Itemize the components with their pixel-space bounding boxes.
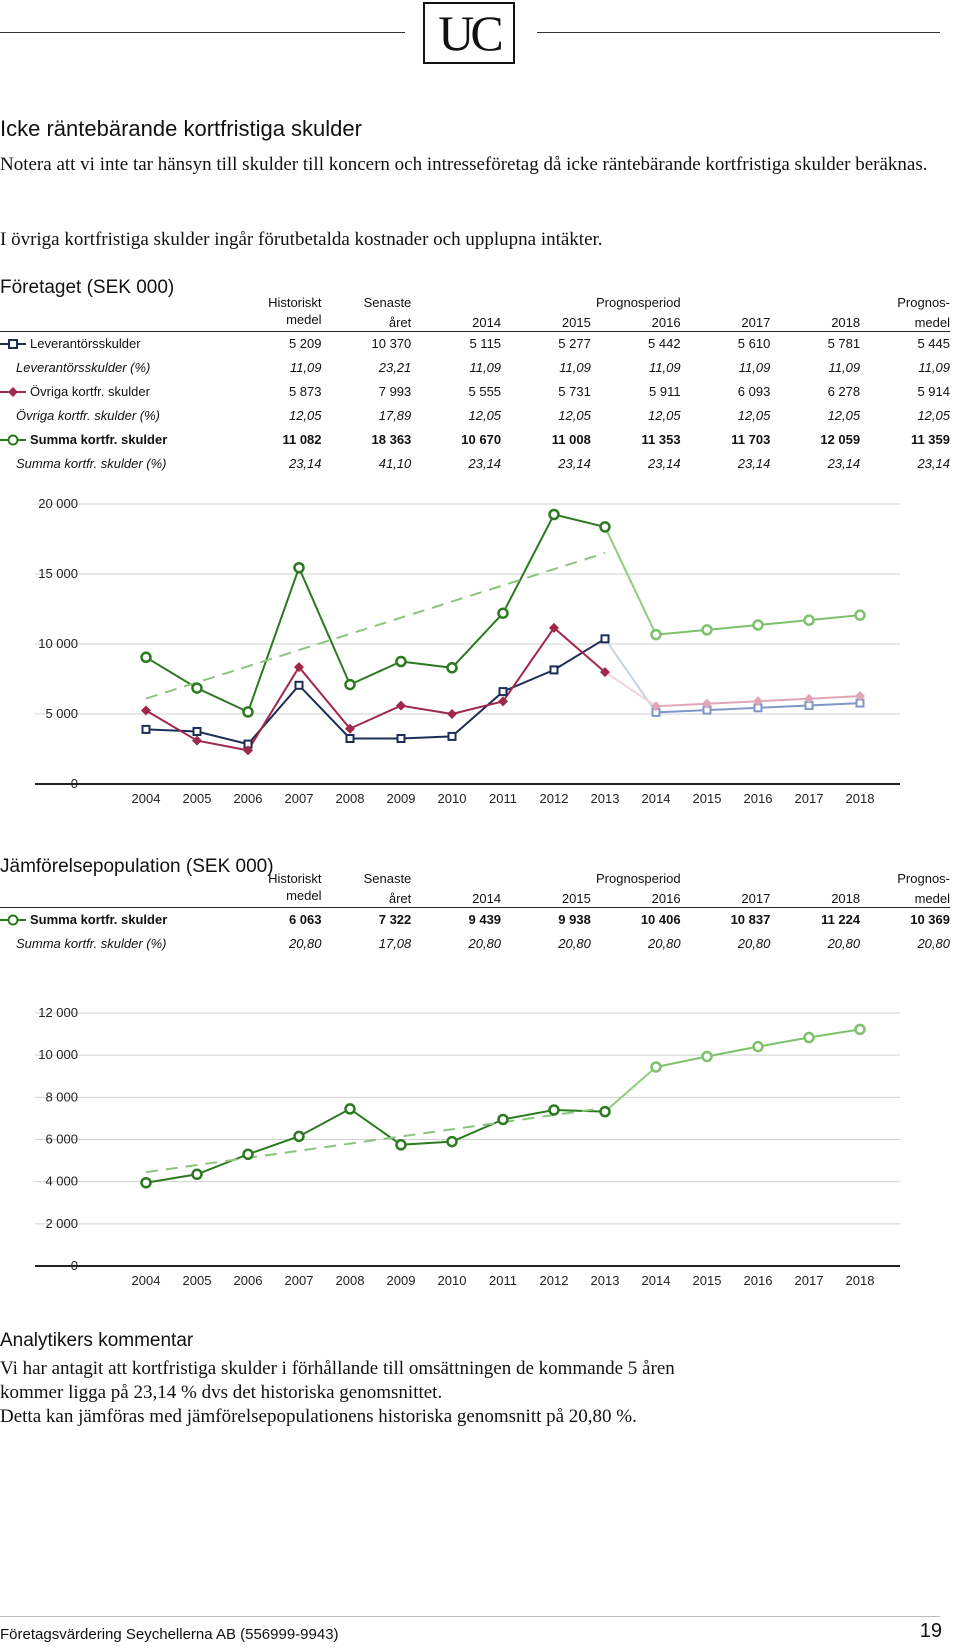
table-row: Leverantörsskulder (%) 11,09 23,21 11,09 11,09 11,09 11,09 11,09 11,09 xyxy=(16,359,950,375)
legend-diamond-marker-icon xyxy=(0,386,26,398)
population-table-title: Jämförelsepopulation (SEK 000) xyxy=(0,856,274,877)
x-tick-label: 2016 xyxy=(743,1273,773,1288)
x-tick-label: 2014 xyxy=(641,1273,671,1288)
y-tick-label: 10 000 xyxy=(38,1047,78,1063)
analyst-comment-line: Detta kan jämföras med jämförelsepopulationens historiska genomsnitt på 20,80 %. xyxy=(0,1406,637,1427)
data-point-sum xyxy=(142,1178,151,1187)
data-point-sum xyxy=(754,1042,763,1051)
col-hist-top: Historiskt xyxy=(268,295,322,310)
x-tick-label: 2017 xyxy=(794,1273,824,1288)
x-tick-label: 2009 xyxy=(386,791,416,806)
table-row: Leverantörsskulder 5 209 10 370 5 115 5 277 5 442 5 610 5 781 5 445 xyxy=(0,332,950,355)
section-title: Icke räntebärande kortfristiga skulder xyxy=(0,116,362,141)
y-tick-label: 4 000 xyxy=(45,1173,78,1189)
data-point-lev xyxy=(296,682,303,689)
data-point-sum xyxy=(346,1104,355,1113)
company-table-header-top xyxy=(0,294,950,311)
trend-line xyxy=(146,1108,605,1172)
data-point-lev xyxy=(449,733,456,740)
data-point-sum xyxy=(856,611,865,620)
x-tick-label: 2012 xyxy=(539,1273,569,1288)
data-point-sum xyxy=(652,630,661,639)
y-tick-label: 15 000 xyxy=(38,566,78,581)
table-row: Övriga kortfr. skulder (%) 12,05 17,89 12,05 12,05 12,05 12,05 12,05 12,05 xyxy=(16,407,950,423)
table-row: Summa kortfr. skulder 11 082 18 363 10 670 11 008 11 353 11 703 12 059 11 359 xyxy=(0,428,950,450)
col-prog-bottom: medel xyxy=(914,315,950,330)
data-point-sum xyxy=(397,657,406,666)
x-tick-label: 2017 xyxy=(794,791,824,806)
x-tick-label: 2011 xyxy=(489,791,517,806)
col-year: 2014 xyxy=(472,315,502,330)
data-point-sum xyxy=(499,609,508,618)
population-table xyxy=(0,870,950,956)
header-rule-left xyxy=(0,32,405,33)
x-tick-label: 2004 xyxy=(131,1273,161,1288)
data-point-lev xyxy=(398,735,405,742)
footer-company: Företagsvärdering Seychellerna AB (556999-9943) xyxy=(0,1626,339,1643)
col-year: 2016 xyxy=(651,315,681,330)
x-tick-label: 2009 xyxy=(386,1273,416,1288)
note-paragraph: Notera att vi inte tar hänsyn till skulder till koncern och intresseföretag då icke räntebärande kortfristiga skulder beräknas. xyxy=(0,154,928,175)
series-line-sum xyxy=(146,515,605,712)
data-point-sum xyxy=(601,522,610,531)
population-table-header-bottom: medel året 2014 2015 2016 2017 2018 medel xyxy=(0,887,950,908)
x-tick-label: 2018 xyxy=(845,1273,875,1288)
x-tick-label: 2007 xyxy=(284,1273,314,1288)
table-row: Summa kortfr. skulder (%) 20,80 17,08 20,80 20,80 20,80 20,80 20,80 20,80 xyxy=(16,935,950,951)
data-point-sum xyxy=(448,663,457,672)
data-point-sum xyxy=(499,1115,508,1124)
x-tick-label: 2015 xyxy=(692,791,722,806)
data-point-sum xyxy=(550,1105,559,1114)
col-year: 2015 xyxy=(561,315,591,330)
series-line-sum xyxy=(146,1109,605,1183)
data-point-sum xyxy=(346,680,355,689)
data-point-lev xyxy=(194,728,201,735)
data-point-sum xyxy=(193,1170,202,1179)
data-point-sum xyxy=(856,1025,865,1034)
data-point-sum xyxy=(193,684,202,693)
series-link-sum xyxy=(605,1067,656,1112)
data-point-sum xyxy=(397,1140,406,1149)
uc-logo: UC xyxy=(423,2,515,64)
x-tick-label: 2008 xyxy=(335,1273,365,1288)
company-debt-chart xyxy=(0,496,960,825)
company-table-title: Företaget (SEK 000) xyxy=(0,277,175,298)
y-tick-label: 2 000 xyxy=(45,1215,78,1231)
y-tick-label: 20 000 xyxy=(38,496,78,511)
y-tick-label: 8 000 xyxy=(45,1089,78,1105)
x-tick-label: 2013 xyxy=(590,791,620,806)
data-point-sum xyxy=(703,625,712,634)
x-tick-label: 2005 xyxy=(182,1273,212,1288)
x-tick-label: 2016 xyxy=(743,791,773,806)
data-point-sum xyxy=(244,1150,253,1159)
y-tick-label: 0 xyxy=(70,1258,78,1273)
data-point-sum xyxy=(142,653,151,662)
table-row: Summa kortfr. skulder (%) 23,14 41,10 23,14 23,14 23,14 23,14 23,14 23,14 xyxy=(16,455,950,471)
x-tick-label: 2012 xyxy=(539,791,569,806)
x-tick-label: 2006 xyxy=(233,1273,263,1288)
col-last-top: Senaste xyxy=(363,295,412,310)
data-point-lev xyxy=(602,635,609,642)
table-row: Summa kortfr. skulder 6 063 7 322 9 439 9 938 10 406 10 837 11 224 10 369 xyxy=(0,908,950,931)
y-tick-label: 12 000 xyxy=(38,1005,78,1020)
analyst-comment-title: Analytikers kommentar xyxy=(0,1330,194,1351)
data-point-lev xyxy=(347,735,354,742)
y-tick-label: 6 000 xyxy=(45,1131,78,1147)
footer-rule xyxy=(0,1616,940,1617)
x-tick-label: 2018 xyxy=(845,791,875,806)
data-point-sum xyxy=(448,1137,457,1146)
x-tick-label: 2006 xyxy=(233,791,263,806)
y-tick-label: 0 xyxy=(70,776,78,791)
y-tick-label: 5 000 xyxy=(45,706,78,721)
data-point-ovr xyxy=(192,736,202,746)
data-point-sum xyxy=(295,563,304,572)
x-tick-label: 2010 xyxy=(437,791,467,806)
data-point-sum xyxy=(805,1033,814,1042)
series-link-sum xyxy=(605,527,656,635)
col-period-label: Prognosperiod xyxy=(596,295,681,310)
legend-square-marker-icon xyxy=(0,338,26,350)
data-point-sum xyxy=(754,621,763,630)
col-last-bottom: året xyxy=(388,315,412,330)
data-point-sum xyxy=(601,1107,610,1116)
x-tick-label: 2008 xyxy=(335,791,365,806)
data-point-sum xyxy=(652,1062,661,1071)
company-table-header-bottom xyxy=(0,311,950,332)
data-point-sum xyxy=(703,1052,712,1061)
analyst-comment-line: kommer ligga på 23,14 % dvs det historiska genomsnittet. xyxy=(0,1382,443,1403)
col-year: 2018 xyxy=(831,315,861,330)
col-hist-bottom: medel xyxy=(286,312,322,327)
data-point-lev xyxy=(500,688,507,695)
population-debt-chart xyxy=(0,1000,960,1300)
population-table-header-top: Historiskt Senaste Prognosperiod Prognos- xyxy=(268,871,950,886)
company-table xyxy=(0,294,950,476)
col-year: 2017 xyxy=(741,315,771,330)
x-tick-label: 2013 xyxy=(590,1273,620,1288)
x-tick-label: 2005 xyxy=(182,791,212,806)
data-point-sum xyxy=(295,1132,304,1141)
data-point-ovr xyxy=(396,701,406,711)
legend-circle-marker-icon xyxy=(0,434,26,446)
col-prog-top: Prognos- xyxy=(897,295,950,310)
y-tick-label: 10 000 xyxy=(38,636,78,651)
table-row: Övriga kortfr. skulder 5 873 7 993 5 555 5 731 5 911 6 093 6 278 5 914 xyxy=(0,380,950,402)
data-point-ovr xyxy=(447,709,457,719)
x-tick-label: 2015 xyxy=(692,1273,722,1288)
x-tick-label: 2007 xyxy=(284,791,314,806)
x-tick-label: 2014 xyxy=(641,791,671,806)
page-number: 19 xyxy=(919,1620,942,1642)
data-point-sum xyxy=(550,510,559,519)
series-line-ovr xyxy=(146,628,605,751)
data-point-lev xyxy=(143,726,150,733)
note-paragraph: I övriga kortfristiga skulder ingår förutbetalda kostnader och upplupna intäkter. xyxy=(0,229,603,250)
x-tick-label: 2004 xyxy=(131,791,161,806)
data-point-sum xyxy=(805,616,814,625)
x-tick-label: 2010 xyxy=(437,1273,467,1288)
data-point-lev xyxy=(551,666,558,673)
analyst-comment-line: Vi har antagit att kortfristiga skulder i förhållande till omsättningen de kommande 5 åren xyxy=(0,1358,675,1379)
data-point-sum xyxy=(244,707,253,716)
x-tick-label: 2011 xyxy=(489,1273,517,1288)
legend-circle-marker-icon xyxy=(0,914,26,926)
header-rule-right xyxy=(537,32,940,33)
